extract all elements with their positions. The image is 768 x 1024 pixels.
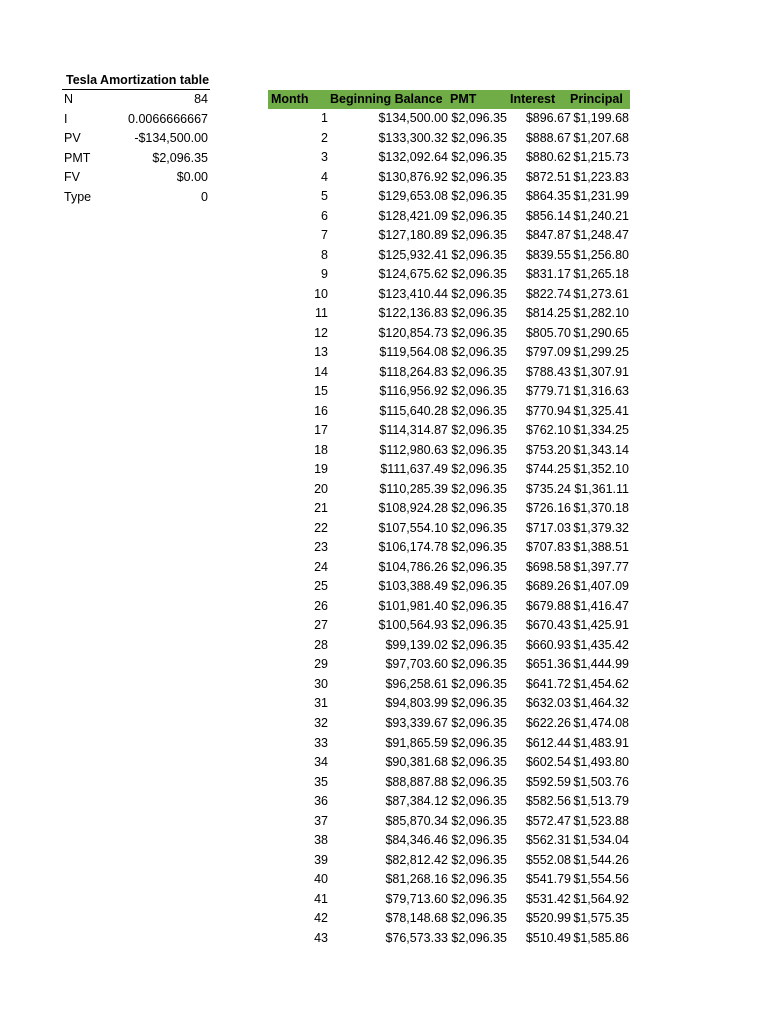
cell-principal: $1,503.76 <box>573 774 629 789</box>
table-row <box>268 207 630 227</box>
cell-principal: $1,299.25 <box>573 345 629 360</box>
cell-principal: $1,207.68 <box>573 130 629 145</box>
cell-month: 23 <box>314 540 328 555</box>
cell-pmt: $2,096.35 <box>451 891 507 906</box>
cell-interest: $651.36 <box>525 657 571 672</box>
cell-pmt: $2,096.35 <box>451 872 507 887</box>
param-label: I <box>64 111 68 126</box>
cell-pmt: $2,096.35 <box>451 325 507 340</box>
table-row <box>268 109 630 129</box>
cell-pmt: $2,096.35 <box>451 930 507 945</box>
cell-beginning-balance: $85,870.34 <box>385 813 448 828</box>
cell-pmt: $2,096.35 <box>451 696 507 711</box>
cell-beginning-balance: $119,564.08 <box>379 345 448 360</box>
cell-interest: $797.09 <box>525 345 571 360</box>
cell-principal: $1,248.47 <box>573 228 629 243</box>
cell-month: 15 <box>314 384 328 399</box>
cell-pmt: $2,096.35 <box>451 755 507 770</box>
cell-pmt: $2,096.35 <box>451 130 507 145</box>
table-row <box>268 734 630 754</box>
cell-beginning-balance: $125,932.41 <box>378 247 448 262</box>
cell-month: 32 <box>314 715 328 730</box>
cell-pmt: $2,096.35 <box>451 540 507 555</box>
table-row <box>268 480 630 500</box>
cell-month: 9 <box>321 267 328 282</box>
cell-interest: $641.72 <box>525 676 571 691</box>
table-row <box>268 421 630 441</box>
cell-pmt: $2,096.35 <box>451 286 507 301</box>
table-row <box>268 792 630 812</box>
table-row <box>268 265 630 285</box>
cell-beginning-balance: $88,887.88 <box>385 774 448 789</box>
cell-beginning-balance: $116,956.92 <box>379 384 448 399</box>
cell-principal: $1,564.92 <box>573 891 629 906</box>
table-row <box>268 597 630 617</box>
cell-pmt: $2,096.35 <box>451 403 507 418</box>
cell-interest: $707.83 <box>525 540 571 555</box>
cell-month: 25 <box>314 579 328 594</box>
cell-principal: $1,397.77 <box>573 559 629 574</box>
cell-interest: $541.79 <box>525 872 571 887</box>
cell-interest: $582.56 <box>525 794 571 809</box>
cell-principal: $1,316.63 <box>573 384 629 399</box>
cell-beginning-balance: $106,174.78 <box>378 540 448 555</box>
cell-principal: $1,223.83 <box>573 169 629 184</box>
cell-beginning-balance: $101,981.40 <box>378 598 448 613</box>
param-label: FV <box>64 170 80 184</box>
cell-month: 1 <box>321 111 328 125</box>
cell-beginning-balance: $104,786.26 <box>378 559 448 574</box>
cell-beginning-balance: $112,980.63 <box>379 442 448 457</box>
cell-principal: $1,352.10 <box>573 462 629 477</box>
cell-pmt: $2,096.35 <box>451 579 507 594</box>
cell-pmt: $2,096.35 <box>451 384 507 399</box>
cell-pmt: $2,096.35 <box>451 228 507 243</box>
table-row <box>268 226 630 246</box>
cell-pmt: $2,096.35 <box>451 735 507 750</box>
cell-interest: $632.03 <box>525 696 571 711</box>
param-row <box>64 168 210 188</box>
cell-principal: $1,256.80 <box>573 247 629 262</box>
cell-beginning-balance: $124,675.62 <box>378 267 448 282</box>
table-row <box>268 909 630 929</box>
cell-interest: $717.03 <box>525 520 571 535</box>
param-label: N <box>64 92 74 106</box>
cell-month: 28 <box>314 637 328 652</box>
cell-interest: $612.44 <box>525 735 571 750</box>
cell-month: 36 <box>314 794 328 809</box>
table-row <box>268 929 630 949</box>
cell-pmt: $2,096.35 <box>451 247 507 262</box>
cell-pmt: $2,096.35 <box>451 852 507 867</box>
cell-interest: $779.71 <box>525 384 571 399</box>
cell-interest: $814.25 <box>525 306 571 321</box>
cell-beginning-balance: $107,554.10 <box>378 520 448 535</box>
table-row <box>268 831 630 851</box>
cell-interest: $510.49 <box>525 930 571 945</box>
cell-interest: $679.88 <box>525 598 571 613</box>
table-row <box>268 753 630 773</box>
cell-principal: $1,325.41 <box>573 403 629 418</box>
table-row <box>268 460 630 480</box>
cell-month: 14 <box>314 364 328 379</box>
cell-pmt: $2,096.35 <box>451 833 507 848</box>
cell-beginning-balance: $96,258.61 <box>385 676 448 691</box>
param-label: PMT <box>64 150 91 165</box>
cell-month: 40 <box>314 872 328 887</box>
cell-interest: $744.25 <box>525 462 571 477</box>
cell-beginning-balance: $79,713.60 <box>385 891 448 906</box>
cell-pmt: $2,096.35 <box>451 442 507 457</box>
table-row <box>268 499 630 519</box>
cell-beginning-balance: $123,410.44 <box>378 286 448 301</box>
table-row <box>268 519 630 539</box>
cell-interest: $839.55 <box>525 247 571 262</box>
cell-pmt: $2,096.35 <box>451 715 507 730</box>
table-row <box>268 812 630 832</box>
cell-principal: $1,265.18 <box>573 267 629 282</box>
cell-pmt: $2,096.35 <box>451 559 507 574</box>
table-row <box>268 675 630 695</box>
table-row <box>268 890 630 910</box>
cell-pmt: $2,096.35 <box>451 911 507 926</box>
cell-beginning-balance: $100,564.93 <box>378 618 448 633</box>
table-row <box>268 246 630 266</box>
param-row <box>64 90 210 110</box>
cell-interest: $726.16 <box>525 501 571 516</box>
cell-beginning-balance: $84,346.46 <box>385 833 448 848</box>
cell-interest: $670.43 <box>525 618 571 633</box>
cell-beginning-balance: $128,421.09 <box>378 208 448 223</box>
cell-beginning-balance: $93,339.67 <box>385 715 448 730</box>
cell-month: 13 <box>314 345 328 360</box>
cell-interest: $872.51 <box>525 169 571 184</box>
cell-pmt: $2,096.35 <box>451 345 507 360</box>
cell-principal: $1,554.56 <box>573 872 629 887</box>
cell-interest: $762.10 <box>525 423 571 438</box>
table-row <box>268 343 630 363</box>
cell-interest: $531.42 <box>525 891 571 906</box>
cell-interest: $562.31 <box>525 833 571 848</box>
cell-month: 27 <box>314 618 328 633</box>
cell-month: 29 <box>314 657 328 672</box>
cell-principal: $1,483.91 <box>573 735 629 750</box>
param-row <box>64 110 210 130</box>
cell-month: 4 <box>321 169 328 184</box>
header-month: Month <box>271 92 309 106</box>
cell-interest: $753.20 <box>525 442 571 457</box>
param-value: -$134,500.00 <box>134 131 208 145</box>
cell-beginning-balance: $132,092.64 <box>378 150 448 165</box>
cell-principal: $1,334.25 <box>573 423 629 438</box>
header-pmt: PMT <box>450 92 477 106</box>
cell-pmt: $2,096.35 <box>451 423 507 438</box>
cell-month: 5 <box>321 189 328 204</box>
param-value: 0 <box>201 189 208 204</box>
table-row <box>268 636 630 656</box>
cell-beginning-balance: $129,653.08 <box>378 189 448 204</box>
table-row <box>268 324 630 344</box>
cell-pmt: $2,096.35 <box>451 169 507 184</box>
table-row <box>268 714 630 734</box>
cell-beginning-balance: $99,139.02 <box>385 637 448 652</box>
cell-month: 17 <box>314 423 328 438</box>
cell-beginning-balance: $108,924.28 <box>378 501 448 516</box>
table-row <box>268 304 630 324</box>
cell-pmt: $2,096.35 <box>451 501 507 516</box>
cell-principal: $1,454.62 <box>573 676 629 691</box>
cell-beginning-balance: $91,865.59 <box>385 735 448 750</box>
cell-pmt: $2,096.35 <box>451 462 507 477</box>
cell-month: 41 <box>314 891 328 906</box>
cell-principal: $1,273.61 <box>573 286 629 301</box>
header-beginning-balance: Beginning Balance <box>330 92 443 106</box>
header-principal: Principal <box>570 92 623 106</box>
table-row <box>268 694 630 714</box>
param-value: $2,096.35 <box>152 150 208 165</box>
param-value: 0.0066666667 <box>128 111 208 126</box>
cell-month: 24 <box>314 559 328 574</box>
cell-month: 38 <box>314 833 328 848</box>
header-interest: Interest <box>510 92 556 106</box>
cell-pmt: $2,096.35 <box>451 618 507 633</box>
cell-interest: $572.47 <box>525 813 571 828</box>
cell-beginning-balance: $90,381.68 <box>385 755 448 770</box>
cell-beginning-balance: $76,573.33 <box>385 930 448 945</box>
cell-pmt: $2,096.35 <box>451 657 507 672</box>
cell-month: 37 <box>314 813 328 828</box>
cell-interest: $822.74 <box>525 286 571 301</box>
table-row <box>268 187 630 207</box>
table-row <box>268 168 630 188</box>
cell-month: 21 <box>314 501 328 516</box>
cell-principal: $1,493.80 <box>573 755 629 770</box>
cell-pmt: $2,096.35 <box>451 189 507 204</box>
param-value: 84 <box>194 92 208 106</box>
cell-beginning-balance: $103,388.49 <box>378 579 448 594</box>
cell-principal: $1,240.21 <box>573 208 629 223</box>
cell-pmt: $2,096.35 <box>451 150 507 165</box>
cell-month: 6 <box>321 208 328 223</box>
cell-principal: $1,361.11 <box>574 481 629 496</box>
cell-beginning-balance: $118,264.83 <box>379 364 448 379</box>
cell-principal: $1,290.65 <box>573 325 629 340</box>
param-row <box>64 188 210 208</box>
cell-beginning-balance: $78,148.68 <box>385 911 448 926</box>
cell-interest: $896.67 <box>525 111 571 125</box>
cell-pmt: $2,096.35 <box>451 774 507 789</box>
cell-principal: $1,444.99 <box>573 657 629 672</box>
cell-principal: $1,388.51 <box>573 540 629 555</box>
cell-interest: $689.26 <box>525 579 571 594</box>
cell-pmt: $2,096.35 <box>451 676 507 691</box>
cell-interest: $622.26 <box>525 715 571 730</box>
cell-month: 12 <box>314 325 328 340</box>
param-value: $0.00 <box>176 170 208 184</box>
cell-principal: $1,307.91 <box>573 364 629 379</box>
cell-interest: $735.24 <box>525 481 571 496</box>
cell-interest: $592.59 <box>525 774 571 789</box>
cell-beginning-balance: $122,136.83 <box>378 306 448 321</box>
cell-principal: $1,215.73 <box>573 150 629 165</box>
table-row <box>268 148 630 168</box>
table-row <box>268 558 630 578</box>
table-row <box>268 402 630 422</box>
cell-beginning-balance: $133,300.32 <box>378 130 448 145</box>
cell-interest: $552.08 <box>525 852 571 867</box>
cell-beginning-balance: $134,500.00 <box>378 111 448 125</box>
cell-month: 30 <box>314 676 328 691</box>
cell-principal: $1,370.18 <box>573 501 629 516</box>
cell-pmt: $2,096.35 <box>451 111 507 125</box>
cell-pmt: $2,096.35 <box>451 208 507 223</box>
table-row <box>268 655 630 675</box>
cell-interest: $880.62 <box>525 150 571 165</box>
cell-principal: $1,474.08 <box>573 715 629 730</box>
cell-month: 31 <box>314 696 328 711</box>
cell-principal: $1,343.14 <box>573 442 629 457</box>
cell-month: 2 <box>321 130 328 145</box>
cell-interest: $660.93 <box>525 637 571 652</box>
cell-beginning-balance: $81,268.16 <box>385 872 448 887</box>
cell-interest: $788.43 <box>525 364 571 379</box>
table-row <box>268 851 630 871</box>
cell-pmt: $2,096.35 <box>451 637 507 652</box>
cell-principal: $1,464.32 <box>573 696 629 711</box>
cell-principal: $1,513.79 <box>573 794 629 809</box>
cell-pmt: $2,096.35 <box>451 306 507 321</box>
table-row <box>268 773 630 793</box>
table-row <box>268 363 630 383</box>
cell-month: 11 <box>315 306 328 321</box>
cell-beginning-balance: $114,314.87 <box>379 423 448 438</box>
cell-principal: $1,523.88 <box>573 813 629 828</box>
table-body <box>268 109 630 948</box>
cell-month: 8 <box>321 247 328 262</box>
cell-interest: $847.87 <box>525 228 571 243</box>
cell-beginning-balance: $87,384.12 <box>385 794 448 809</box>
cell-month: 42 <box>314 911 328 926</box>
cell-principal: $1,534.04 <box>573 833 629 848</box>
table-row <box>268 285 630 305</box>
cell-interest: $698.58 <box>525 559 571 574</box>
cell-pmt: $2,096.35 <box>451 813 507 828</box>
cell-month: 7 <box>321 228 328 243</box>
cell-month: 20 <box>314 481 328 496</box>
cell-beginning-balance: $97,703.60 <box>385 657 448 672</box>
table-row <box>268 129 630 149</box>
cell-beginning-balance: $120,854.73 <box>378 325 448 340</box>
cell-interest: $770.94 <box>525 403 571 418</box>
cell-month: 43 <box>314 930 328 945</box>
cell-month: 10 <box>314 286 328 301</box>
cell-month: 3 <box>321 150 328 165</box>
cell-principal: $1,585.86 <box>573 930 629 945</box>
cell-beginning-balance: $110,285.39 <box>379 481 448 496</box>
table-row <box>268 870 630 890</box>
cell-month: 19 <box>314 462 328 477</box>
table-header <box>268 90 630 109</box>
cell-month: 39 <box>314 852 328 867</box>
cell-principal: $1,231.99 <box>573 189 629 204</box>
cell-principal: $1,575.35 <box>573 911 629 926</box>
cell-interest: $856.14 <box>525 208 571 223</box>
cell-interest: $805.70 <box>525 325 571 340</box>
params-block <box>64 90 210 207</box>
cell-beginning-balance: $115,640.28 <box>379 403 448 418</box>
cell-pmt: $2,096.35 <box>451 520 507 535</box>
param-label: Type <box>64 189 92 204</box>
cell-principal: $1,425.91 <box>573 618 629 633</box>
cell-principal: $1,435.42 <box>573 637 629 652</box>
param-row <box>64 149 210 169</box>
cell-interest: $520.99 <box>525 911 571 926</box>
params-title: Tesla Amortization table <box>66 73 210 87</box>
cell-principal: $1,379.32 <box>573 520 629 535</box>
cell-month: 35 <box>314 774 328 789</box>
cell-month: 18 <box>314 442 328 457</box>
param-row <box>64 129 210 149</box>
cell-beginning-balance: $94,803.99 <box>385 696 448 711</box>
cell-pmt: $2,096.35 <box>451 794 507 809</box>
table-row <box>268 441 630 461</box>
amortization-table <box>268 90 630 948</box>
cell-month: 16 <box>314 403 328 418</box>
table-row <box>268 382 630 402</box>
cell-interest: $888.67 <box>525 130 571 145</box>
table-row <box>268 616 630 636</box>
cell-beginning-balance: $127,180.89 <box>378 228 448 243</box>
cell-principal: $1,544.26 <box>573 852 629 867</box>
cell-beginning-balance: $82,812.42 <box>385 852 448 867</box>
cell-pmt: $2,096.35 <box>451 364 507 379</box>
cell-pmt: $2,096.35 <box>451 481 507 496</box>
cell-month: 26 <box>314 598 328 613</box>
cell-interest: $831.17 <box>525 267 571 282</box>
table-row <box>268 577 630 597</box>
cell-interest: $864.35 <box>525 189 571 204</box>
cell-month: 34 <box>314 755 328 770</box>
cell-pmt: $2,096.35 <box>451 598 507 613</box>
cell-principal: $1,282.10 <box>573 306 629 321</box>
table-row <box>268 538 630 558</box>
cell-principal: $1,407.09 <box>573 579 629 594</box>
cell-month: 33 <box>314 735 328 750</box>
cell-month: 22 <box>314 520 328 535</box>
cell-beginning-balance: $111,637.49 <box>380 462 448 477</box>
param-label: PV <box>64 131 81 145</box>
cell-pmt: $2,096.35 <box>451 267 507 282</box>
cell-interest: $602.54 <box>525 755 571 770</box>
cell-principal: $1,199.68 <box>573 111 629 125</box>
cell-principal: $1,416.47 <box>573 598 629 613</box>
cell-beginning-balance: $130,876.92 <box>378 169 448 184</box>
